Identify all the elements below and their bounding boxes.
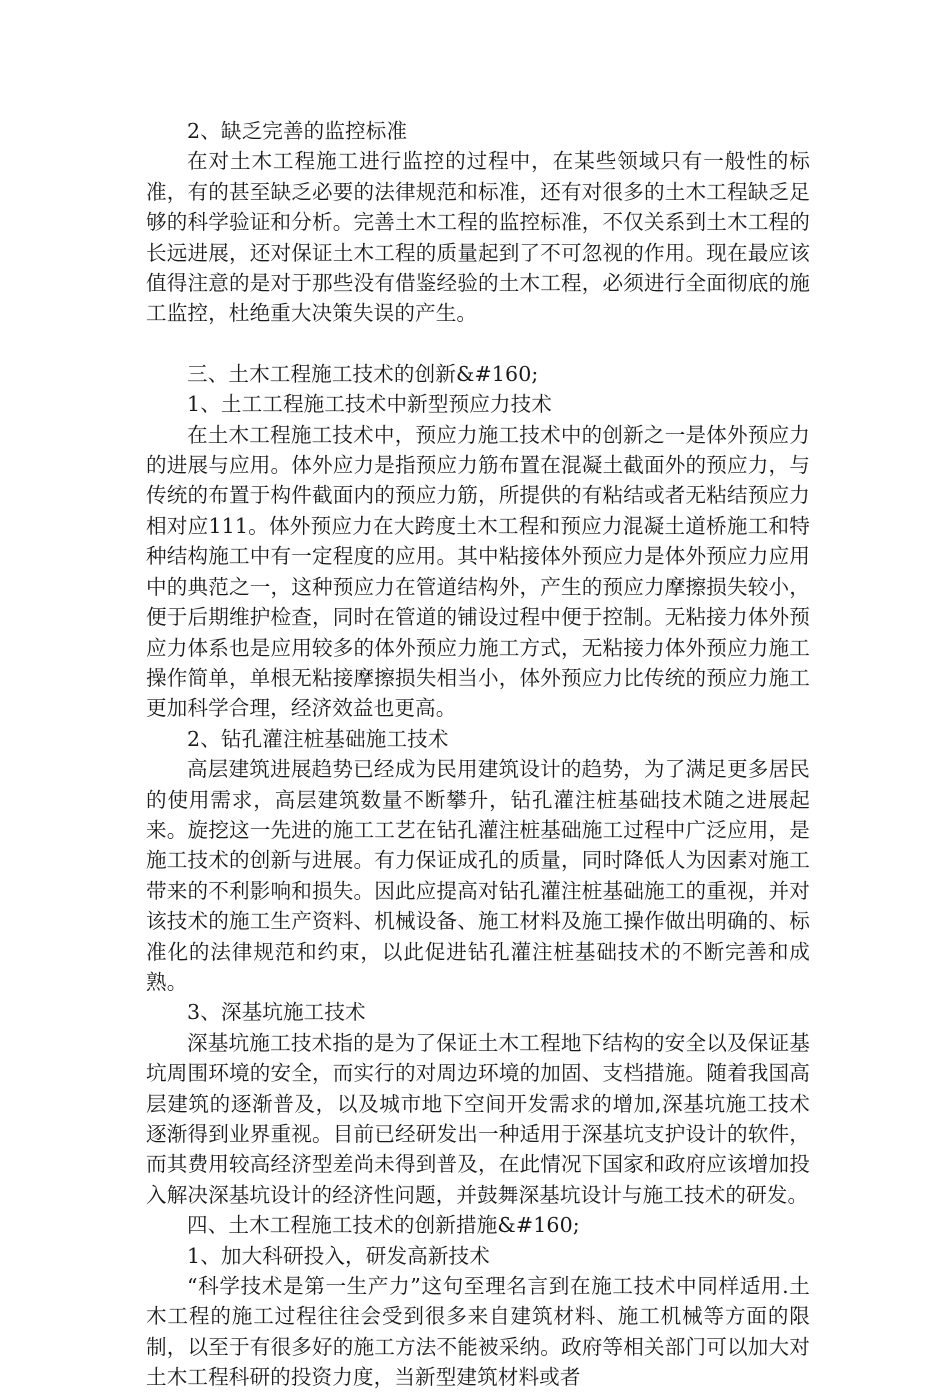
section-4-1-heading: 1、加大科研投入，研发高新技术 xyxy=(187,1243,490,1268)
section-3-3-heading: 3、深基坑施工技术 xyxy=(187,1000,366,1025)
section-3-2-heading: 2、钻孔灌注桩基础施工技术 xyxy=(187,726,449,751)
section-3-3-paragraph: 深基坑施工技术指的是为了保证土木工程地下结构的安全以及保证基坑周围环境的安全，而实行的对周边环境的加固、支档措施。随着我国高层建筑的逐渐普及，以及城市地下空间开发需求的增加,深基坑施工技术逐渐得到业界重视。目前已经研发出一种适用于深基坑支护设计的软件，而其费用较高经济型差尚未得到普及，在此情况下国家和政府应该增加投入解决深基坑设计的经济性问题，并鼓舞深基坑设计与施工技术的研发。 xyxy=(146,1030,810,1207)
section-3-1-paragraph: 在土木工程施工技术中，预应力施工技术中的创新之一是体外预应力的进展与应用。体外应力是指预应力筋布置在混凝土截面外的预应力，与传统的布置于构件截面内的预应力筋，所提供的有粘结或者无粘结预应力相对应111。体外预应力在大跨度土木工程和预应力混凝土道桥施工和特种结构施工中有一定程度的应用。其中粘接体外预应力是体外预应力应用中的典范之一，这种预应力在管道结构外，产生的预应力摩擦损失较小，便于后期维护检查，同时在管道的铺设过程中便于控制。无粘接力体外预应力体系也是应用较多的体外预应力施工方式，无粘接力体外预应力施工操作简单，单根无粘接摩擦损失相当小，体外预应力比传统的预应力施工更加科学合理，经济效益也更高。 xyxy=(146,422,810,721)
section-4-heading: 四、土木工程施工技术的创新措施&#160; xyxy=(187,1213,580,1238)
paragraph-gap xyxy=(146,329,810,359)
section-2-paragraph: 在对土木工程施工进行监控的过程中，在某些领域只有一般性的标准，有的甚至缺乏必要的法律规范和标准，还有对很多的土木工程缺乏足够的科学验证和分析。完善土木工程的监控标准，不仅关系到土木工程的长远进展，还对保证土木工程的质量起到了不可忽视的作用。现在最应该值得注意的是对于那些没有借鉴经验的土木工程，必须进行全面彻底的施工监控，杜绝重大决策失误的产生。 xyxy=(146,149,810,326)
section-3-2-paragraph: 高层建筑进展趋势已经成为民用建筑设计的趋势，为了满足更多居民的使用需求，高层建筑数量不断攀升，钻孔灌注桩基础技术随之进展起来。旋挖这一先进的施工工艺在钻孔灌注桩基础施工过程中广泛应用，是施工技术的创新与进展。有力保证成孔的质量，同时降低人为因素对施工带来的不利影响和损失。因此应提高对钻孔灌注桩基础施工的重视，并对该技术的施工生产资料、机械设备、施工材料及施工操作做出明确的、标准化的法律规范和约束，以此促进钻孔灌注桩基础技术的不断完善和成熟。 xyxy=(146,757,810,994)
document-page xyxy=(146,116,810,1393)
section-2-heading: 2、缺乏完善的监控标准 xyxy=(187,119,408,143)
section-4-1-paragraph: “科学技术是第一生产力”这句至理名言到在施工技术中同样适用.土木工程的施工过程往往会受到很多来自建筑材料、施工机械等方面的限制，以至于有很多好的施工方法不能被采纳。政府等相关部门可以加大对土木工程科研的投资力度，当新型建筑材料或者 xyxy=(146,1274,810,1390)
section-3-1-heading: 1、土工工程施工技术中新型预应力技术 xyxy=(187,392,552,417)
section-3-heading: 三、土木工程施工技术的创新&#160; xyxy=(187,361,539,386)
